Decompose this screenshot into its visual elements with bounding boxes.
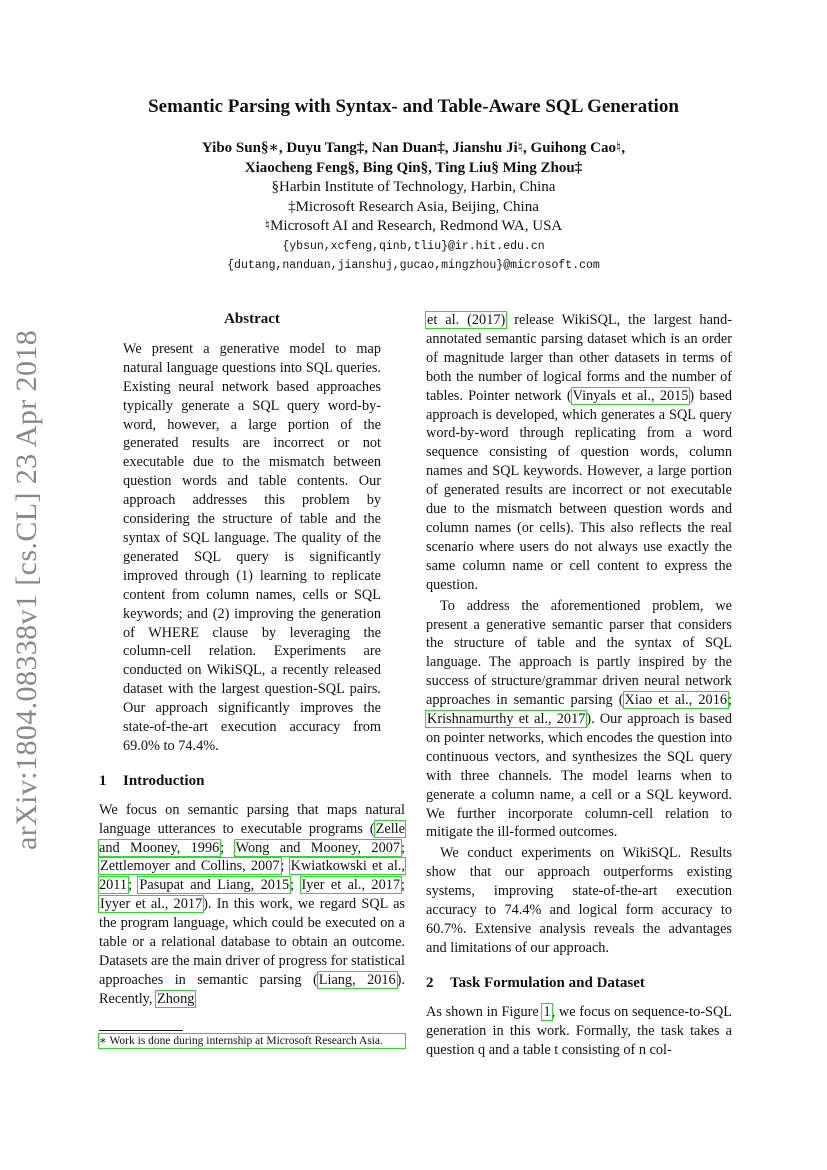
task-text-2: , we focus on sequence-to-SQL generation in this work. Formally, the task takes a question q and a table t consisting of n col- xyxy=(426,1003,732,1058)
intro-text-1: We focus on semantic parsing that maps natural language utterances to executable programs ( xyxy=(99,801,405,837)
intro-sep: ; xyxy=(728,692,732,709)
affiliation-3: ♮Microsoft AI and Research, Redmond WA, USA xyxy=(264,218,563,234)
citation-link[interactable]: Zelle and Mooney, 1996 xyxy=(99,820,405,856)
citation-link[interactable]: Xiao et al., 2016 xyxy=(624,692,728,709)
citation-link[interactable]: et al. (2017) xyxy=(427,312,506,328)
email-1: {ybsun,xcfeng,qinb,tliu}@ir.hit.edu.cn xyxy=(282,239,545,253)
author-block xyxy=(0,139,827,276)
paper-title: Semantic Parsing with Syntax- and Table-Aware SQL Generation xyxy=(148,96,679,117)
citation-link[interactable]: Pasupat and Liang, 2015 xyxy=(139,877,290,894)
authors-line-2: Xiaocheng Feng§, Bing Qin§, Ting Liu§ Ming Zhou‡ xyxy=(244,159,583,176)
intro-text-7: ). Our approach is based on pointer networks, which encodes the question into continuous vectors, and synthesizes the SQL query with three channels. The model learns when to generate a column name, a cell or a SQL keyword. We further incorporate column-cell relation to mitigate the ill-formed outcomes. xyxy=(426,711,732,841)
intro-text-3: ). Recently, xyxy=(99,971,406,1007)
section-2-number: 2 xyxy=(426,974,434,991)
citation-link[interactable]: Krishnamurthy et al., 2017 xyxy=(427,711,586,728)
citation-link[interactable]: Kwiatkowski et al., 2011 xyxy=(99,858,406,894)
footnote[interactable]: ∗ Work is done during internship at Microsoft Research Asia. xyxy=(99,1034,405,1048)
intro-paragraph-2 xyxy=(426,597,732,843)
task-paragraph xyxy=(426,1003,732,1060)
affiliation-1: §Harbin Institute of Technology, Harbin, China xyxy=(271,179,556,195)
right-column xyxy=(426,311,732,1059)
task-text-1: As shown in Figure xyxy=(426,1003,543,1020)
section-1-number: 1 xyxy=(99,772,107,789)
citation-link[interactable]: Zhong xyxy=(157,990,195,1007)
left-column xyxy=(99,310,405,1009)
intro-text-5: ) based approach is developed, which generates a SQL query word-by-word through replicating from a word sequence consisting of question words, column names and SQL keywords. However, a large portion of generated results are incorrect or not executable due to the mismatch between question words and column names (or cells). This also reflects the real scenario where users do not always use exactly the same column name or cell content to express the question. xyxy=(426,387,732,593)
abstract-heading: Abstract xyxy=(224,311,280,327)
citation-link[interactable]: Zettlemoyer and Collins, 2007 xyxy=(100,858,280,875)
citation-link[interactable]: Wong and Mooney, 2007 xyxy=(235,839,401,856)
intro-text-6: To address the aforementioned problem, we present a generative semantic parser that considers the structure of table and the syntax of SQL language. The approach is partly inspired by the success of structure/grammar driven neural network approaches in semantic parsing ( xyxy=(426,597,732,709)
affiliation-2: ‡Microsoft Research Asia, Beijing, China xyxy=(288,198,539,215)
intro-text-4: release WikiSQL, the largest hand-annotated semantic parsing dataset which is an order of magnitude larger than other datasets in terms of both the number of logical forms and the number of tables. Pointer network ( xyxy=(426,312,732,404)
citation-link[interactable]: Liang, 2016 xyxy=(318,971,396,988)
intro-paragraph-3: We conduct experiments on WikiSQL. Results show that our approach outperforms existing systems, improving state-of-the-art execution accuracy to 74.4% and logical form accuracy to 60.7%. Extensive analysis reveals the advantages and limitations of our approach. xyxy=(426,845,732,956)
section-2-title: Task Formulation and Dataset xyxy=(450,974,645,991)
abstract-text: We present a generative model to map natural language questions into SQL queries. Existing neural network based approaches typically generate a SQL query word-by-word, however, a large portion of the generated results are incorrect or not executable due to the mismatch between question words and table contents. Our approach addresses this problem by considering the structure of table and the syntax of SQL language. The quality of the generated SQL query is significantly improved through (1) learning to replicate content from column names, cells or SQL keywords; and (2) improving the generation of WHERE clause by leveraging the column-cell relation. Experiments are conducted on WikiSQL, a recently released dataset with the largest question-SQL pairs. Our approach significantly improves the state-of-the-art execution accuracy from 69.0% to 74.4%. xyxy=(123,340,381,754)
section-2-heading xyxy=(426,974,732,993)
intro-continued xyxy=(426,311,732,595)
intro-sep: ; xyxy=(401,877,406,894)
citation-link[interactable]: Vinyals et al., 2015 xyxy=(572,387,689,404)
intro-sep: ; xyxy=(220,839,235,856)
citation-link[interactable]: Iyer et al., 2017 xyxy=(301,877,401,894)
intro-sep: ; xyxy=(290,877,301,894)
figure-link[interactable]: 1 xyxy=(543,1003,551,1020)
arxiv-identifier: arXiv:1804.08338v1 [cs.CL] 23 Apr 2018 xyxy=(10,329,43,850)
authors-line-1: Yibo Sun§∗, Duyu Tang‡, Nan Duan‡, Jianshu Ji♮, Guihong Cao♮, xyxy=(201,140,626,156)
intro-text-2: ). In this work, we regard SQL as the program language, which could be executed on a table or a relational database to obtain an outcome. Datasets are the main driver of progress for statistical approaches in semantic parsing ( xyxy=(99,896,405,988)
intro-paragraph xyxy=(99,801,405,1009)
email-2: {dutang,nanduan,jianshuj,gucao,mingzhou}@microsoft.com xyxy=(227,259,600,272)
section-1-title: Introduction xyxy=(123,772,205,789)
intro-sep: ; xyxy=(401,839,406,856)
section-1-heading xyxy=(99,772,405,791)
intro-sep: ; xyxy=(128,877,139,894)
footnote-rule xyxy=(99,1030,183,1031)
intro-sep: ; xyxy=(280,858,290,875)
citation-link[interactable]: Iyyer et al., 2017 xyxy=(100,896,203,913)
